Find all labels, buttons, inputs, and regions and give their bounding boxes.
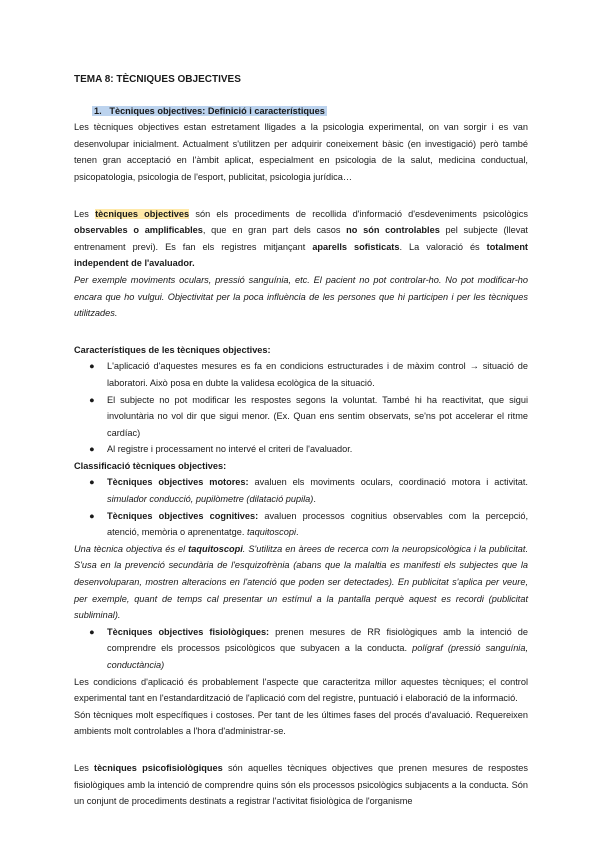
section-heading (74, 103, 528, 120)
cognitive-text: avaluen processos cognitius observables com la percepció, atenció, memòria o aprenentatge. (107, 510, 529, 538)
example-paragraph: Per exemple moviments oculars, pressió sanguínia, etc. El pacient no pot controlar-ho. No pot modificar-ho encara que ho vulgui. Objectivitat per la poca influència de les persones que hi participen i per les tècniques utilitzades. (74, 274, 528, 319)
physio-example: polígraf (pressió sanguínia, conductància) (107, 643, 529, 670)
classification-heading: Classificació tècniques objectives: (74, 460, 227, 471)
section-number: 1. (94, 105, 102, 116)
taq-text-1: Una tècnica objectiva és el (74, 543, 189, 554)
def-text-1: Les (74, 208, 96, 219)
psychophysiological-paragraph (74, 760, 528, 810)
list-item-text: Al registre i processament no intervé el criteri de l'avaluador. (107, 444, 353, 455)
intro-paragraph: Les tècniques objectives estan estretament lligades a la psicologia experimental, on van sorgir i es van desenvolupar inicialment. Actualment s'utilitzen per adquirir coneixement bàsic (en investigació) però també tenen gran acceptació en l'àmbit aplicat, especialment en psicologia de la salut, medicina conductual, psicopatologia, psicologia de l'esport, publicitat, psicologia jurídica… (74, 122, 528, 182)
bullet-icon: ● (89, 394, 95, 405)
characteristics-heading: Característiques de les tècniques objectives: (74, 344, 271, 355)
physio-list (74, 624, 528, 674)
specific-paragraph: Són tècniques molt específiques i costoses. Per tant de les últimes fases del procés d'avaluació. Requereixen ambients molt controlables a l'hora d'administrar-se. (74, 709, 528, 737)
bullet-icon: ● (89, 477, 95, 488)
def-text-2: són els procediments de recollida d'informació d'esdeveniments psicològics (189, 208, 528, 219)
list-item (74, 624, 528, 674)
motor-label: Tècniques objectives motores: (107, 477, 249, 488)
taq-bold: taquitoscopi (188, 543, 243, 554)
definition-paragraph (74, 206, 528, 272)
classification-list (74, 474, 528, 540)
motor-text: avaluen els moviments oculars, coordinació motora i activitat. (248, 477, 528, 488)
def-bold-2: no són controlables (346, 225, 440, 236)
list-item (74, 441, 528, 458)
motor-example: simulador conducció, pupilòmetre (dilatació pupila) (107, 494, 314, 505)
bullet-icon: ● (89, 361, 95, 372)
bullet-icon: ● (89, 510, 95, 521)
def-highlight: tècniques objectives (95, 208, 190, 219)
document-title: TEMA 8: TÈCNIQUES OBJECTIVES (74, 74, 241, 85)
def-bold-1: observables o amplificables (74, 225, 203, 236)
list-item (74, 358, 528, 391)
section-title: Tècniques objectives: Definició i característiques (109, 105, 325, 116)
def-bold-3: aparells sofisticats (312, 241, 400, 252)
taq-text-2: . S'utilitza en àrees de recerca com la neuropsicològica i la publicitat. S'usa en la prevenció secundària de l'esquizofrènia (abans que la malaltia es manifesti els subjectes que la desenvoluparan, mostren alteracions en l'atenció que poden ser detectades). En publicitat s'aplica per veure, per exemple, quant de temps cal presentar un estímul a la pantalla perquè aquest es recordi (publicitat subliminal). (74, 543, 528, 621)
def-text-4: pel subjecte (llevat entrenament previ). Es fan els registres mitjançant (74, 225, 528, 252)
document-content (74, 72, 528, 810)
list-item (74, 392, 528, 442)
list-item-text: El subjecte no pot modificar les respostes segons la voluntat. També hi ha reactivitat, que sigui involuntària no vol dir que sigui menor. (Ex. Quan ens sentim observats, se'ns pot accelerar el ritme cardíac) (107, 394, 528, 438)
taquitoscopi-paragraph (74, 541, 528, 624)
psycho-text-1: Les (74, 762, 95, 773)
def-bold-4: totalment independent de l'avaluador. (74, 241, 528, 269)
psycho-bold: tècniques psicofisiològiques (94, 762, 223, 773)
psycho-text-2: són aquelles tècniques objectives que prenen mesures de respostes fisiològiques amb la intenció de comprendre quins són els processos psicològics subjacents a la conducta. Són un conjunt de procediments destinats a registrar l'activitat fisiològica de l'organisme (74, 762, 528, 807)
characteristics-list (74, 358, 528, 458)
list-item-text: L'aplicació d'aquestes mesures es fa en condicions estructurades i de màxim control → situació de laboratori. Això posa en dubte la validesa ecològica de la situació. (107, 361, 528, 388)
bullet-icon: ● (89, 626, 95, 637)
def-text-5: . La valoració és (399, 241, 487, 252)
bullet-icon: ● (89, 444, 95, 455)
list-item: ● Tècniques objectives cognitives: avaluen processos cognitius observables com la percepció, atenció, memòria o aprenentatge. taquitoscopi. (74, 508, 528, 541)
conditions-paragraph: Les condicions d'aplicació és probablement l'aspecte que caracteritza millor aquestes tècniques; el control experimental tant en l'estandardització de l'aplicació com del registre, puntuació i elaboració de la informació. (74, 676, 528, 704)
list-item: ● Tècniques objectives motores: avaluen els moviments oculars, coordinació motora i activitat. simulador conducció, pupilòmetre (dilatació pupila). (74, 474, 528, 507)
physio-label: Tècniques objectives fisiològiques: (107, 626, 270, 637)
physio-text: prenen mesures de RR fisiològiques amb la intenció de comprendre els processos psicològicos que subyacen a la conducta. (107, 626, 529, 654)
cognitive-example: taquitoscopi (246, 527, 296, 538)
def-text-3: , que en gran part dels casos (202, 225, 347, 236)
cognitive-label: Tècniques objectives cognitives: (107, 510, 259, 521)
